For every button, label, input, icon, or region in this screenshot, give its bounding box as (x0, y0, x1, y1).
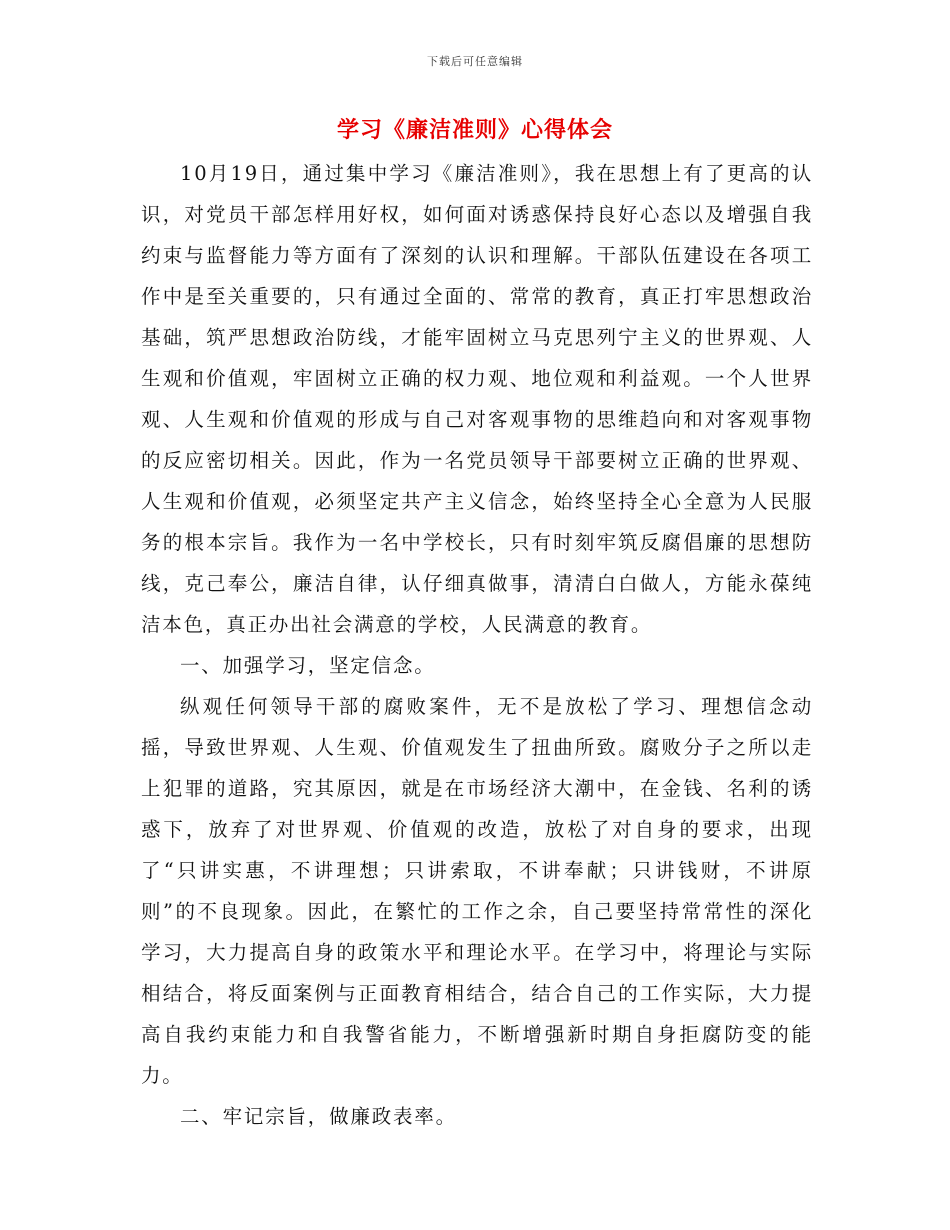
header-note: 下载后可任意编辑 (427, 55, 523, 68)
paragraph-section-1: 纵观任何领导干部的腐败案件，无不是放松了学习、理想信念动摇，导致世界观、人生观、价值观发生了扭曲所致。腐败分子之所以走上犯罪的道路，究其原因，就是在市场经济大潮中，在金钱、名利的诱惑下，放弃了对世界观、价值观的改造，放松了对自身的要求，出现了“只讲实惠，不讲理想；只讲索取，不讲奉献；只讲钱财，不讲原则”的不良现象。因此，在繁忙的工作之余，自己要坚持常常性的深化学习，大力提高自身的政策水平和理论水平。在学习中，将理论与实际相结合，将反面案例与正面教育相结合，结合自己的工作实际，大力提高自我约束能力和自我警省能力，不断增强新时期自身拒腐防变的能力。 (141, 695, 813, 1087)
paragraph-intro: 10月19日，通过集中学习《廉洁准则》，我在思想上有了更高的认识，对党员干部怎样用好权，如何面对诱惑保持良好心态以及增强自我约束与监督能力等方面有了深刻的认识和理解。干部队伍建设在各项工作中是至关重要的，只有通过全面的、常常的教育，真正打牢思想政治基础，筑严思想政治防线，才能牢固树立马克思列宁主义的世界观、人生观和价值观，牢固树立正确的权力观、地位观和利益观。一个人世界观、人生观和价值观的形成与自己对客观事物的思维趋向和对客观事物的反应密切相关。因此，作为一名党员领导干部要树立正确的世界观、人生观和价值观，必须坚定共产主义信念，始终坚持全心全意为人民服务的根本宗旨。我作为一名中学校长，只有时刻牢筑反腐倡廉的思想防线，克己奉公，廉洁自律，认仔细真做事，清清白白做人，方能永葆纯洁本色，真正办出社会满意的学校，人民满意的教育。 (141, 162, 813, 636)
section-heading-2: 二、牢记宗旨，做廉政表率。 (180, 1105, 457, 1128)
document-body (141, 153, 813, 1137)
section-heading-1: 一、加强学习，坚定信念。 (180, 654, 436, 677)
document-title: 学习《廉洁准则》心得体会 (336, 118, 613, 143)
